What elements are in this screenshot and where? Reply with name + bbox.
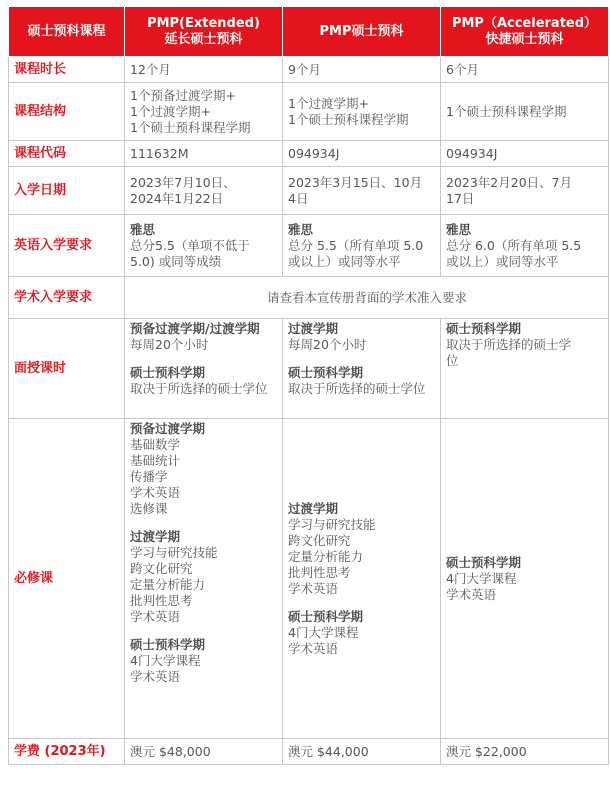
header-extended-en: PMP(Extended) [147, 15, 260, 31]
fee-accelerated: 澳元 $22,000 [441, 739, 609, 765]
english-heading: 雅思 [288, 221, 314, 237]
core-line: 定量分析能力 [288, 548, 364, 564]
core-line: 传播学 [130, 469, 168, 484]
contact-line: 取决于所选择的硕士学 [446, 337, 572, 352]
contact-line: 取决于所选择的硕士学位 [288, 381, 426, 396]
header-accelerated-en: PMP（Accelerated） [451, 15, 598, 31]
label-fee: 学费 (2023年) [9, 739, 125, 765]
core-line: 4门大学课程 [288, 624, 359, 640]
core-line: 学习与研究技能 [288, 516, 376, 532]
contact-heading: 硕士预科学期 [288, 365, 364, 380]
intake-standard [283, 167, 441, 215]
intake-line: 2023年3月15日、10月 [288, 174, 423, 190]
structure-line: 1个硕士预科课程学期 [288, 111, 409, 127]
contact-heading: 硕士预科学期 [130, 365, 206, 380]
header-row [9, 7, 609, 57]
structure-line: 1个过渡学期+ [130, 103, 211, 119]
row-academic [9, 277, 609, 319]
intake-line: 2023年2月20日、7月 [446, 174, 573, 190]
core-extended [125, 419, 283, 739]
duration-extended: 12个月 [125, 57, 283, 83]
row-fee [9, 739, 609, 765]
core-line: 跨文化研究 [130, 561, 193, 576]
intake-line: 2023年7月10日、 [130, 174, 236, 190]
core-line: 4门大学课程 [446, 570, 517, 586]
structure-line: 1个硕士预科课程学期 [130, 119, 251, 135]
english-standard [283, 215, 441, 277]
header-standard: PMP硕士预科 [283, 7, 441, 57]
row-english [9, 215, 609, 277]
english-accelerated [441, 215, 609, 277]
intake-accelerated [441, 167, 609, 215]
core-line: 定量分析能力 [130, 577, 206, 592]
header-extended [125, 7, 283, 57]
intake-line: 2024年1月22日 [130, 190, 224, 206]
core-line: 跨文化研究 [288, 532, 351, 548]
row-core [9, 419, 609, 739]
english-extended [125, 215, 283, 277]
core-line: 选修课 [130, 501, 168, 516]
core-line: 学习与研究技能 [130, 545, 218, 560]
structure-accelerated [441, 83, 609, 141]
english-heading: 雅思 [446, 221, 472, 237]
header-accelerated-zh: 快捷硕士预科 [485, 31, 564, 47]
label-intake: 入学日期 [9, 167, 125, 215]
intake-line: 4日 [288, 190, 309, 206]
contact-line: 每周20个小时 [288, 337, 367, 352]
structure-line: 1个硕士预科课程学期 [446, 103, 567, 119]
core-line: 批判性思考 [288, 564, 351, 580]
core-heading: 硕士预科学期 [446, 554, 522, 570]
contact-line: 取决于所选择的硕士学位 [130, 381, 268, 396]
row-contact [9, 319, 609, 419]
contact-line: 位 [446, 353, 459, 368]
core-standard [283, 419, 441, 739]
fee-standard: 澳元 $44,000 [283, 739, 441, 765]
contact-heading: 硕士预科学期 [446, 321, 522, 336]
core-heading: 预备过渡学期 [130, 421, 206, 436]
core-line: 学术英语 [288, 580, 339, 596]
label-core: 必修课 [9, 419, 125, 739]
english-line: 总分 6.0（所有单项 5.5 [446, 237, 582, 253]
core-line: 学术英语 [130, 609, 181, 624]
core-heading: 硕士预科学期 [288, 608, 364, 624]
contact-accelerated [441, 319, 609, 419]
code-extended: 111632M [125, 141, 283, 167]
core-heading: 过渡学期 [130, 529, 181, 544]
contact-heading: 预备过渡学期/过渡学期 [130, 321, 260, 336]
core-line: 批判性思考 [130, 593, 193, 608]
core-line: 基础数学 [130, 437, 181, 452]
label-code: 课程代码 [9, 141, 125, 167]
code-accelerated: 094934J [441, 141, 609, 167]
label-english: 英语入学要求 [9, 215, 125, 277]
intake-line: 17日 [446, 190, 475, 206]
core-heading: 过渡学期 [288, 500, 339, 516]
row-structure [9, 83, 609, 141]
label-contact: 面授课时 [9, 319, 125, 419]
row-duration [9, 57, 609, 83]
core-line: 基础统计 [130, 453, 181, 468]
core-accelerated [441, 419, 609, 739]
header-accelerated [441, 7, 609, 57]
structure-line: 1个过渡学期+ [288, 95, 369, 111]
row-code [9, 141, 609, 167]
contact-line: 每周20个小时 [130, 337, 209, 352]
english-line: 总分 5.5（所有单项 5.0 [288, 237, 424, 253]
structure-line: 1个预备过渡学期+ [130, 87, 236, 103]
structure-extended [125, 83, 283, 141]
duration-accelerated: 6个月 [441, 57, 609, 83]
core-line: 学术英语 [130, 669, 181, 684]
academic-requirement: 请查看本宣传册背面的学术准入要求 [125, 277, 609, 319]
label-academic: 学术入学要求 [9, 277, 125, 319]
core-line: 学术英语 [130, 485, 181, 500]
label-structure: 课程结构 [9, 83, 125, 141]
header-program: 硕士预科课程 [9, 7, 125, 57]
contact-extended [125, 319, 283, 419]
structure-standard [283, 83, 441, 141]
core-line: 学术英语 [446, 586, 497, 602]
code-standard: 094934J [283, 141, 441, 167]
core-line: 4门大学课程 [130, 653, 201, 668]
contact-standard [283, 319, 441, 419]
core-heading: 硕士预科学期 [130, 637, 206, 652]
english-line: 总分5.5（单项不低于 [130, 237, 250, 253]
contact-heading: 过渡学期 [288, 321, 339, 336]
label-duration: 课程时长 [9, 57, 125, 83]
english-heading: 雅思 [130, 221, 156, 237]
header-extended-zh: 延长硕士预科 [164, 31, 243, 47]
row-intake [9, 167, 609, 215]
core-line: 学术英语 [288, 640, 339, 656]
fee-extended: 澳元 $48,000 [125, 739, 283, 765]
intake-extended [125, 167, 283, 215]
program-comparison-table [8, 6, 609, 765]
english-line: 或以上）或同等水平 [446, 253, 559, 269]
duration-standard: 9个月 [283, 57, 441, 83]
english-line: 5.0) 或同等成绩 [130, 253, 222, 269]
english-line: 或以上）或同等水平 [288, 253, 401, 269]
